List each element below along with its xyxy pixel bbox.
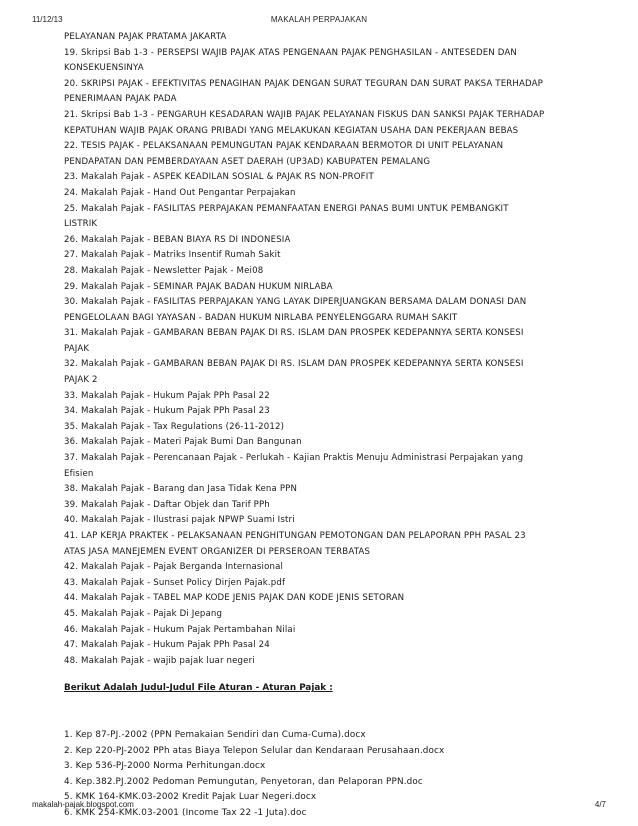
section-heading: Berikut Adalah Judul-Judul File Aturan - Aturan Pajak : [64, 683, 333, 694]
list-item: 36. Makalah Pajak - Materi Pajak Bumi Dan Bangunan [64, 437, 302, 448]
list-item: 47. Makalah Pajak - Hukum Pajak PPh Pasal 24 [64, 640, 270, 651]
list-item: 46. Makalah Pajak - Hukum Pajak Pertambahan Nilai [64, 624, 296, 635]
list-item: PENDAPATAN DAN PEMBERDAYAAN ASET DAERAH (UP3AD) KABUPATEN PEMALANG [64, 156, 431, 167]
list-item: 40. Makalah Pajak - Ilustrasi pajak NPWP Suami Istri [64, 515, 295, 526]
list-item: 27. Makalah Pajak - Matriks Insentif Rumah Sakit [64, 250, 281, 261]
file-list-item: 4. Kep.382.PJ.2002 Pedoman Pemungutan, Penyetoran, dan Pelaporan PPN.doc [64, 776, 423, 787]
list-item: 33. Makalah Pajak - Hukum Pajak PPh Pasal 22 [64, 390, 270, 401]
file-list-item: 2. Kep 220-PJ-2002 PPh atas Biaya Telepon Selular dan Kendaraan Perusahaan.docx [64, 745, 445, 756]
list-item: 43. Makalah Pajak - Sunset Policy Dirjen Pajak.pdf [64, 577, 286, 588]
list-item: PAJAK 2 [64, 375, 98, 386]
list-item: 39. Makalah Pajak - Daftar Objek dan Tarif PPh [64, 499, 270, 510]
list-item: 20. SKRIPSI PAJAK - EFEKTIVITAS PENAGIHAN PAJAK DENGAN SURAT TEGURAN DAN SURAT PAKSA TERHADAP [64, 78, 544, 89]
list-item: 42. Makalah Pajak - Pajak Berganda Internasional [64, 562, 284, 573]
list-item: 19. Skripsi Bab 1-3 - PERSEPSI WAJIB PAJAK ATAS PENGENAAN PAJAK PENGHASILAN - ANTESEDEN DAN [64, 47, 517, 58]
footer-page-number: 4/7 [594, 800, 606, 809]
list-item: 23. Makalah Pajak - ASPEK KEADILAN SOSIAL & PAJAK RS NON-PROFIT [64, 172, 374, 183]
list-item: 24. Makalah Pajak - Hand Out Pengantar Perpajakan [64, 187, 296, 198]
list-item: 26. Makalah Pajak - BEBAN BIAYA RS DI INDONESIA [64, 234, 291, 245]
makalah-list [64, 30, 598, 669]
list-item: KONSEKUENSINYA [64, 63, 144, 74]
list-item: Efisien [64, 468, 94, 479]
list-item: 41. LAP KERJA PRAKTEK - PELAKSANAAN PENGHITUNGAN PEMOTONGAN DAN PELAPORAN PPH PASAL 23 [64, 531, 526, 541]
list-item: PENGELOLAAN BAGI YAYASAN - BADAN HUKUM NIRLABA PENYELENGGARA RUMAH SAKIT [64, 312, 458, 323]
footer-site: makalah-pajak.blogspot.com [32, 800, 134, 809]
header-date: 11/12/13 [32, 15, 63, 24]
list-item: 32. Makalah Pajak - GAMBARAN BEBAN PAJAK DI RS. ISLAM DAN PROSPEK KEDEPANNYA SERTA KONSESI [64, 359, 524, 370]
list-item: 44. Makalah Pajak - TABEL MAP KODE JENIS PAJAK DAN KODE JENIS SETORAN [64, 593, 405, 604]
list-item: ATAS JASA MANEJEMEN EVENT ORGANIZER DI PERSEROAN TERBATAS [64, 546, 371, 557]
list-item: 21. Skripsi Bab 1-3 - PENGARUH KESADARAN WAJIB PAJAK PELAYANAN FISKUS DAN SANKSI PAJAK TERHADAP [64, 109, 545, 120]
list-item: 30. Makalah Pajak - FASILITAS PERPAJAKAN YANG LAYAK DIPERJUANGKAN BERSAMA DALAM DONASI DAN [64, 297, 527, 308]
list-item: 35. Makalah Pajak - Tax Regulations (26-11-2012) [64, 421, 285, 432]
page-header [32, 15, 606, 27]
list-item: PELAYANAN PAJAK PRATAMA JAKARTA [64, 32, 227, 42]
list-item: PAJAK [64, 343, 90, 354]
file-list-item: 1. Kep 87-PJ.-2002 (PPN Pemakaian Sendiri dan Cuma-Cuma).docx [64, 729, 366, 740]
list-item: 48. Makalah Pajak - wajib pajak luar negeri [64, 655, 255, 666]
list-item: 28. Makalah Pajak - Newsletter Pajak - Mei08 [64, 265, 264, 276]
list-item: 45. Makalah Pajak - Pajak Di Jepang [64, 608, 223, 619]
list-item: KEPATUHAN WAJIB PAJAK ORANG PRIBADI YANG MELAKUKAN KEGIATAN USAHA DAN PEKERJAAN BEBAS [64, 125, 519, 136]
list-item: 29. Makalah Pajak - SEMINAR PAJAK BADAN HUKUM NIRLABA [64, 281, 333, 292]
list-item: 34. Makalah Pajak - Hukum Pajak PPh Pasal 23 [64, 406, 270, 417]
file-list-item: 3. Kep 536-PJ-2000 Norma Perhitungan.docx [64, 761, 266, 772]
header-title: MAKALAH PERPAJAKAN [270, 15, 368, 24]
document-body [64, 30, 598, 822]
list-item: PENERIMAAN PAJAK PADA [64, 94, 177, 105]
list-item: 31. Makalah Pajak - GAMBARAN BEBAN PAJAK DI RS. ISLAM DAN PROSPEK KEDEPANNYA SERTA KONSESI [64, 328, 524, 339]
page-footer [32, 800, 606, 812]
list-item: 38. Makalah Pajak - Barang dan Jasa Tidak Kena PPN [64, 484, 298, 495]
file-list-item: 6. KMK 254-KMK.03-2001 (Income Tax 22 -1 Juta).doc [64, 807, 307, 818]
list-item: 22. TESIS PAJAK - PELAKSANAAN PEMUNGUTAN PAJAK KENDARAAN BERMOTOR DI UNIT PELAYANAN [64, 141, 504, 152]
list-item: 25. Makalah Pajak - FASILITAS PERPAJAKAN PEMANFAATAN ENERGI PANAS BUMI UNTUK PEMBANGKIT [64, 203, 509, 214]
list-item: LISTRIK [64, 219, 98, 230]
list-item: 37. Makalah Pajak - Perencanaan Pajak - Perlukah - Kajian Praktis Menuju Administrasi Perpajakan yang [64, 453, 524, 464]
file-list-item: 5. KMK 164-KMK.03-2002 Kredit Pajak Luar Negeri.docx [64, 792, 317, 803]
